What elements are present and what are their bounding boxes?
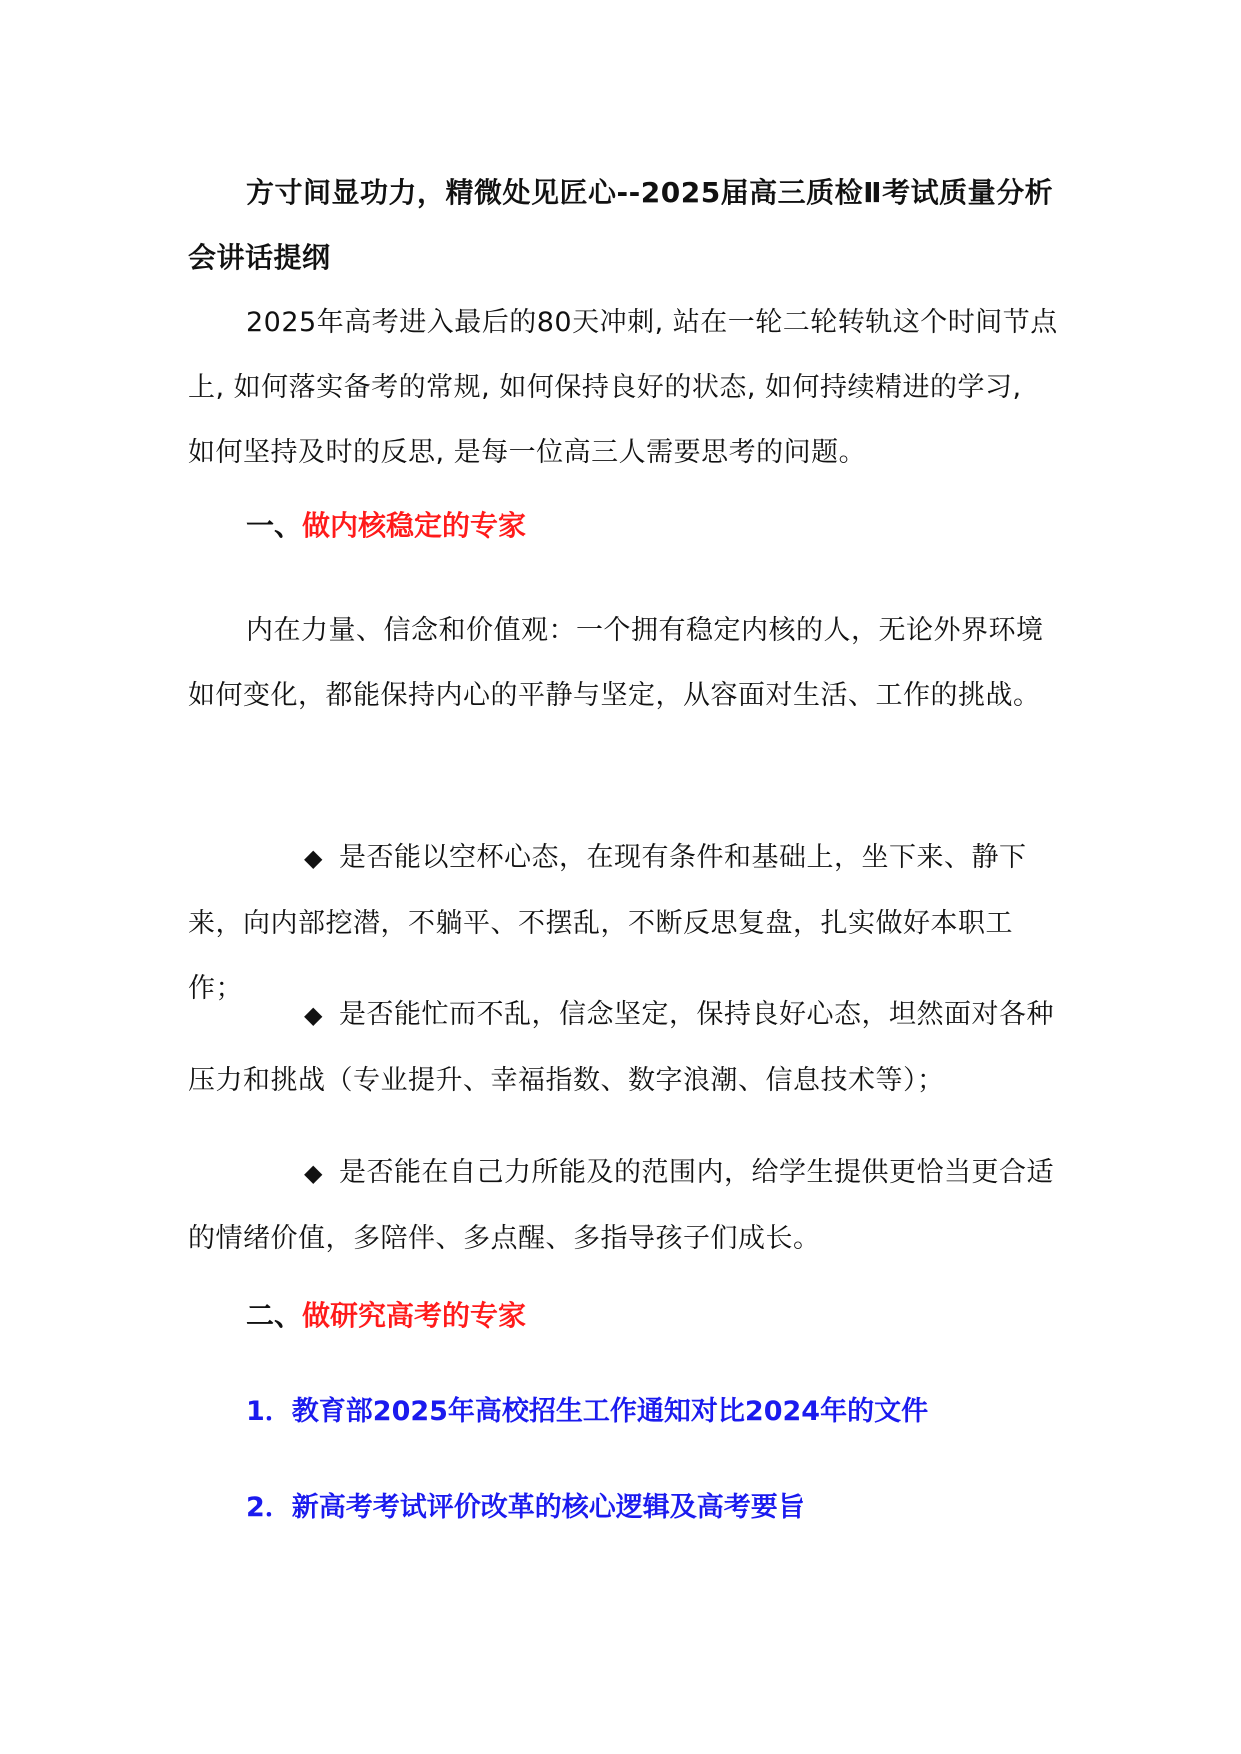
- document-title: 方寸间显功力，精微处见匠心--2025届高三质检Ⅱ考试质量分析会讲话提纲: [188, 176, 1054, 274]
- diamond-bullet-icon: ◆: [304, 1159, 323, 1187]
- section2-heading: [246, 1296, 526, 1336]
- section2-prefix: 二、: [246, 1299, 303, 1332]
- section1-prefix: 一、: [246, 509, 303, 542]
- intro-paragraph: 2025年高考进入最后的80天冲刺, 站在一轮二轮转轨这个时间节点上, 如何落实备考的常规, 如何保持良好的状态, 如何持续精进的学习, 如何坚持及时的反思, 是每一位高三人需要思考的问题。: [188, 307, 1058, 468]
- diamond-bullet-icon: ◆: [304, 1001, 323, 1029]
- section2-item-1: 1．教育部2025年高校招生工作通知对比2024年的文件: [246, 1396, 929, 1427]
- section1-bullet-2: [188, 982, 1058, 1113]
- bullet-text: 是否能忙而不乱，信念坚定，保持良好心态，坦然面对各种压力和挑战（专业提升、幸福指数、数字浪潮、信息技术等）；: [188, 999, 1054, 1096]
- section2-title: 做研究高考的专家: [302, 1299, 527, 1332]
- section1-bullet-3: [188, 1140, 1058, 1271]
- section1-title: 做内核稳定的专家: [302, 509, 527, 542]
- section1-heading: [246, 506, 526, 546]
- section2-item-2: 2．新高考考试评价改革的核心逻辑及高考要旨: [246, 1492, 805, 1523]
- bullet-text: 是否能以空杯心态，在现有条件和基础上，坐下来、静下来，向内部挖潜，不躺平、不摆乱，不断反思复盘，扎实做好本职工作；: [188, 842, 1027, 1004]
- section1-paragraph: 内在力量、信念和价值观：一个拥有稳定内核的人，无论外界环境如何变化，都能保持内心的平静与坚定，从容面对生活、工作的挑战。: [188, 615, 1044, 711]
- diamond-bullet-icon: ◆: [304, 844, 323, 872]
- bullet-text: 是否能在自己力所能及的范围内，给学生提供更恰当更合适的情绪价值，多陪伴、多点醒、多指导孩子们成长。: [188, 1157, 1054, 1254]
